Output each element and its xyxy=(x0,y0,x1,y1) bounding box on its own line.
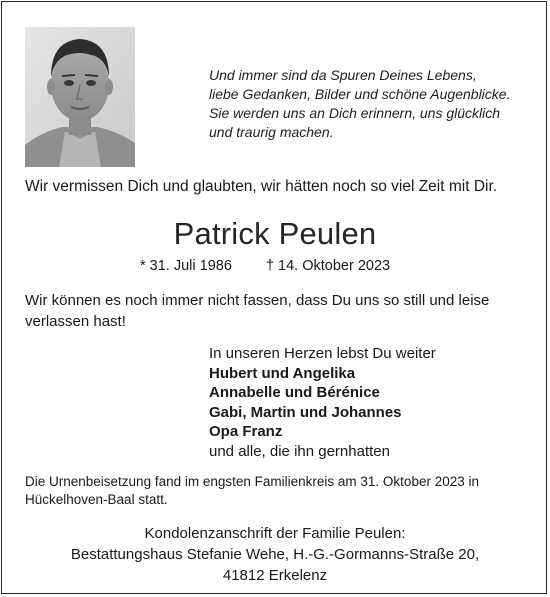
verse-line: Sie werden uns an Dich erinnern, uns glücklich xyxy=(209,105,501,121)
mourner-name: Opa Franz xyxy=(209,423,283,440)
condolence-line: Kondolenzanschrift der Familie Peulen: xyxy=(144,525,406,542)
birth-date: * 31. Juli 1986 xyxy=(140,258,232,274)
burial-line: Hückelhoven-Baal statt. xyxy=(25,492,168,507)
condolence-line: 41812 Erkelenz xyxy=(222,567,328,584)
life-dates xyxy=(140,258,390,274)
burial-line: Die Urnenbeisetzung fand im engsten Familienkreis am 31. Oktober 2023 in xyxy=(25,474,479,489)
verse-line: und traurig machen. xyxy=(209,124,334,140)
death-date: † 14. Oktober 2023 xyxy=(265,258,391,274)
mourners-intro: In unseren Herzen lebst Du weiter xyxy=(209,345,436,362)
grief-statement xyxy=(25,290,489,332)
condolence-line: Bestattungshaus Stefanie Wehe, H.-G.-Gormanns-Straße 20, xyxy=(70,546,480,563)
mourner-name: Hubert und Angelika xyxy=(209,364,356,382)
mourners-list xyxy=(209,344,436,461)
obituary-notice xyxy=(1,1,547,594)
portrait-photo xyxy=(25,27,135,167)
mourners-closing: und alle, die ihn gernhatten xyxy=(209,442,390,460)
condolence-address xyxy=(2,523,548,586)
memorial-verse xyxy=(209,66,539,142)
burial-notice xyxy=(25,473,479,509)
deceased-name: Patrick Peulen xyxy=(173,216,377,251)
grief-line: verlassen hast! xyxy=(25,313,126,330)
portrait-image xyxy=(25,27,135,167)
grief-line: Wir können es noch immer nicht fassen, dass Du uns so still und leise xyxy=(25,292,490,309)
verse-line: Und immer sind da Spuren Deines Lebens, xyxy=(209,67,477,83)
missing-statement: Wir vermissen Dich und glaubten, wir hätten noch so viel Zeit mit Dir. xyxy=(25,178,498,195)
mourner-name: Gabi, Martin und Johannes xyxy=(209,403,402,421)
mourner-name: Annabelle und Bérénice xyxy=(209,384,380,401)
verse-line: liebe Gedanken, Bilder und schöne Augenblicke. xyxy=(209,86,511,102)
